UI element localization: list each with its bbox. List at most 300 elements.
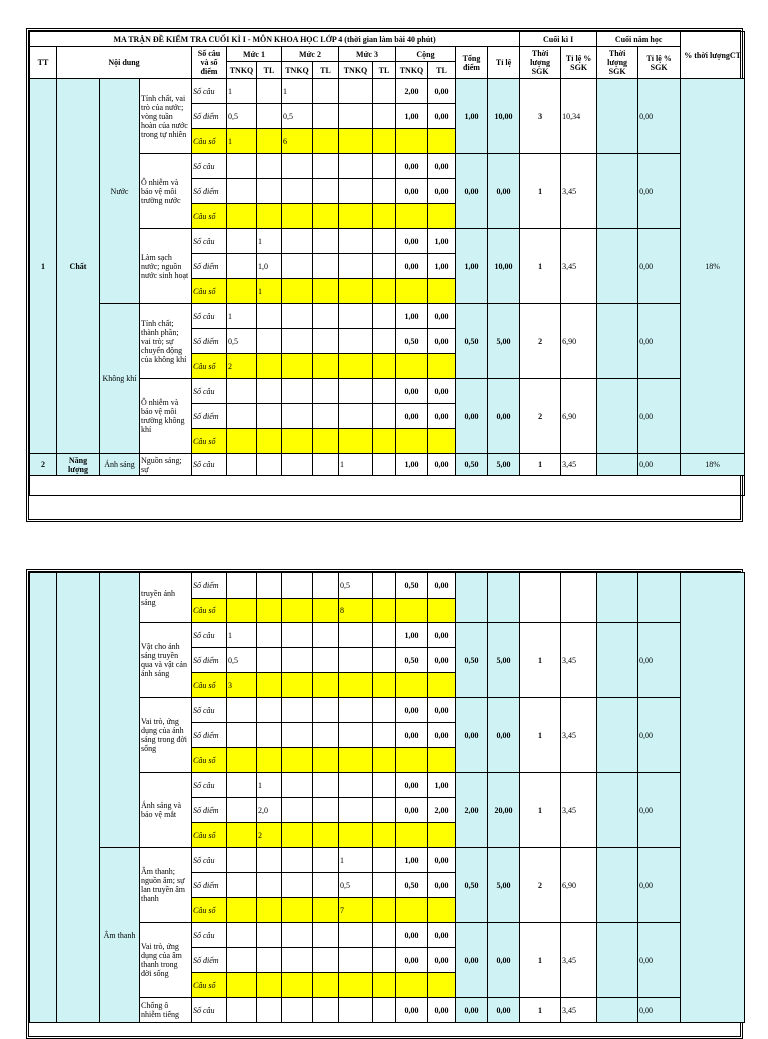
nang-luong-name: Năng lượng [57, 454, 100, 476]
ti-le-value: 10,00 [488, 79, 520, 154]
value-cell: 1 [227, 304, 257, 329]
cau-so-label: Câu số [192, 204, 227, 229]
value-cell [282, 204, 313, 229]
pct-thoi-luong-header: % thời lượngCT [681, 32, 745, 79]
cuoi-nam-thoi-luong-value [597, 379, 638, 454]
value-cell [373, 79, 396, 104]
value-cell [373, 304, 396, 329]
value-cell [227, 748, 257, 773]
value-cell [339, 798, 373, 823]
value-cell [313, 973, 339, 998]
topic-name: Tính chất, vai trò của nước; vòng tuần hoàn của nước trong tự nhiên [140, 79, 192, 154]
value-cell: 0,00 [428, 304, 456, 329]
value-cell [257, 623, 282, 648]
value-cell [282, 873, 313, 898]
value-cell [428, 599, 456, 623]
noi-dung-continued [57, 573, 100, 1023]
value-cell [396, 279, 428, 304]
topic-name: Tính chất; thành phần; vai trò; sự chuyển động của không khí [140, 304, 192, 379]
tong-diem-value: 0,50 [456, 623, 488, 698]
value-cell [428, 898, 456, 923]
tl-header: TL [373, 62, 396, 79]
value-cell [282, 648, 313, 673]
value-cell: 2,00 [396, 79, 428, 104]
muc1-header: Mức 1 [227, 47, 282, 62]
topic-name: Nguồn sáng; sự [140, 454, 192, 476]
value-cell [373, 823, 396, 848]
value-cell [257, 698, 282, 723]
value-cell [282, 948, 313, 973]
value-cell [282, 179, 313, 204]
value-cell: 0,00 [396, 773, 428, 798]
value-cell [227, 723, 257, 748]
value-cell [257, 648, 282, 673]
value-cell: 0,00 [396, 404, 428, 429]
so-diem-label: Số điểm [192, 179, 227, 204]
value-cell [339, 129, 373, 154]
value-cell [339, 429, 373, 454]
ti-le-sgk-value: 3,45 [561, 454, 597, 476]
value-cell: 1,00 [396, 304, 428, 329]
cuoi-nam-ti-le-value: 0,00 [638, 79, 681, 154]
value-cell: 3 [227, 673, 257, 698]
cuoi-nam-ti-le-value: 0,00 [638, 229, 681, 304]
value-cell [373, 254, 396, 279]
value-cell [282, 304, 313, 329]
value-cell: 0,00 [428, 404, 456, 429]
value-cell [282, 998, 313, 1023]
muc2-header: Mức 2 [282, 47, 339, 62]
value-cell [227, 454, 257, 476]
value-cell [339, 329, 373, 354]
value-cell [339, 279, 373, 304]
cuoi-nam-thoi-luong-value [597, 998, 638, 1023]
pct-continued [681, 573, 745, 1023]
value-cell [227, 973, 257, 998]
value-cell [396, 354, 428, 379]
value-cell [339, 154, 373, 179]
value-cell [282, 973, 313, 998]
tnkq-header: TNKQ [396, 62, 428, 79]
value-cell [339, 379, 373, 404]
thoi-luong-sgk-value: 1 [520, 454, 561, 476]
value-cell [373, 379, 396, 404]
value-cell [282, 454, 313, 476]
value-cell: 0,00 [428, 104, 456, 129]
so-cau-label: Số câu [192, 698, 227, 723]
ti-le-sgk-value: 3,45 [561, 623, 597, 698]
value-cell [339, 204, 373, 229]
value-cell [373, 648, 396, 673]
value-cell: 1,00 [428, 229, 456, 254]
value-cell [373, 998, 396, 1023]
value-cell [257, 748, 282, 773]
topic-name: Chống ô nhiễm tiếng [140, 998, 192, 1023]
topic-name: truyền ánh sáng [140, 573, 192, 623]
ti-le-sgk-value: 3,45 [561, 923, 597, 998]
tong-diem-value: 0,00 [456, 379, 488, 454]
value-cell [313, 698, 339, 723]
value-cell [339, 723, 373, 748]
tnkq-header: TNKQ [227, 62, 257, 79]
value-cell: 0,00 [428, 329, 456, 354]
value-cell [313, 723, 339, 748]
value-cell: 0,5 [227, 329, 257, 354]
value-cell: 0,5 [227, 648, 257, 673]
value-cell: 0,00 [428, 79, 456, 104]
khong-khi-label: Không khí [100, 304, 140, 454]
ti-le-value: 0,00 [488, 923, 520, 998]
value-cell [313, 923, 339, 948]
ti-le-value: 0,00 [488, 698, 520, 773]
value-cell [227, 698, 257, 723]
thoi-luong-sgk-header: Thời lượng SGK [520, 47, 561, 79]
value-cell: 0,00 [428, 154, 456, 179]
value-cell [227, 599, 257, 623]
cuoi-nam-thoi-luong-value [597, 79, 638, 154]
cuoi-nam-thoi-luong-value [597, 773, 638, 848]
value-cell: 0,00 [396, 948, 428, 973]
value-cell: 2 [257, 823, 282, 848]
chat-tt: 1 [30, 79, 57, 454]
value-cell [373, 973, 396, 998]
value-cell [339, 229, 373, 254]
tong-diem-continued [456, 573, 488, 623]
value-cell: 0,50 [396, 573, 428, 599]
cuoi-nam-ti-le-value: 0,00 [638, 623, 681, 698]
value-cell [313, 354, 339, 379]
ti-le-value: 5,00 [488, 848, 520, 923]
so-cau-label: Số câu [192, 229, 227, 254]
cuoi-nam-thoi-luong-value [597, 623, 638, 698]
ti-le-sgk-header: Tỉ lệ % SGK [561, 47, 597, 79]
table-row [30, 573, 745, 599]
value-cell: 1 [257, 773, 282, 798]
cuoi-nam-thoi-luong-value [597, 154, 638, 229]
value-cell: 1 [282, 79, 313, 104]
tt-continued [30, 573, 57, 1023]
value-cell: 0,00 [396, 923, 428, 948]
value-cell: 0,50 [396, 648, 428, 673]
value-cell: 2,00 [428, 798, 456, 823]
ti-le-sgk-header-2: Tỉ lệ % SGK [638, 47, 681, 79]
value-cell [313, 279, 339, 304]
ti-le-value: 0,00 [488, 998, 520, 1023]
value-cell [396, 673, 428, 698]
value-cell: 0,5 [339, 873, 373, 898]
value-cell: 0,00 [428, 848, 456, 873]
thoi-luong-sgk-value: 2 [520, 304, 561, 379]
value-cell [396, 129, 428, 154]
value-cell [227, 823, 257, 848]
value-cell [313, 229, 339, 254]
value-cell: 0,00 [396, 154, 428, 179]
value-cell [227, 873, 257, 898]
value-cell [339, 304, 373, 329]
value-cell: 0,5 [282, 104, 313, 129]
value-cell [282, 329, 313, 354]
value-cell [373, 798, 396, 823]
so-cau-label: Số câu [192, 923, 227, 948]
value-cell [257, 948, 282, 973]
value-cell [282, 923, 313, 948]
value-cell [428, 354, 456, 379]
value-cell [313, 454, 339, 476]
value-cell [257, 179, 282, 204]
value-cell: 1,00 [396, 104, 428, 129]
value-cell [313, 798, 339, 823]
value-cell [313, 948, 339, 973]
value-cell [313, 623, 339, 648]
cuoi-nam-ti-le-value: 0,00 [638, 923, 681, 998]
value-cell: 0,00 [396, 254, 428, 279]
value-cell [257, 873, 282, 898]
value-cell [257, 404, 282, 429]
cuoi-nam-thoi-luong-value [597, 229, 638, 304]
value-cell [373, 279, 396, 304]
topic-name: Vai trò, ứng dụng của ánh sáng trong đời sống [140, 698, 192, 773]
cuoi-nam-tile-continued [638, 573, 681, 623]
so-cau-label: Số câu [192, 998, 227, 1023]
tong-diem-value: 0,50 [456, 848, 488, 923]
so-cau-label: Số câu [192, 79, 227, 104]
value-cell [373, 573, 396, 599]
value-cell: 2 [227, 354, 257, 379]
value-cell [227, 848, 257, 873]
matrix-page-1 [26, 28, 743, 522]
tl-header: TL [257, 62, 282, 79]
value-cell: 8 [339, 599, 373, 623]
value-cell [282, 898, 313, 923]
value-cell [313, 748, 339, 773]
value-cell [282, 723, 313, 748]
value-cell: 0,00 [396, 179, 428, 204]
value-cell: 0,00 [396, 229, 428, 254]
value-cell [282, 404, 313, 429]
value-cell: 0,00 [396, 723, 428, 748]
thoi-luong-continued [520, 573, 561, 623]
value-cell: 0,00 [428, 454, 456, 476]
ti-le-value: 5,00 [488, 454, 520, 476]
am-thanh-label: Âm thanh [100, 848, 140, 1023]
cau-so-label: Câu số [192, 129, 227, 154]
value-cell [313, 573, 339, 599]
value-cell [227, 254, 257, 279]
value-cell [227, 998, 257, 1023]
value-cell [257, 673, 282, 698]
value-cell: 0,00 [428, 948, 456, 973]
cuoi-nam-thoi-luong-value [597, 454, 638, 476]
tong-diem-value: 0,00 [456, 698, 488, 773]
topic-name: Ánh sáng và bảo vệ mắt [140, 773, 192, 848]
value-cell [373, 229, 396, 254]
cuoi-nam-ti-le-value: 0,00 [638, 773, 681, 848]
value-cell [373, 154, 396, 179]
value-cell [428, 204, 456, 229]
so-diem-label: Số điểm [192, 723, 227, 748]
value-cell [282, 229, 313, 254]
topic-name: Làm sạch nước; nguồn nước sinh hoạt [140, 229, 192, 304]
value-cell [227, 898, 257, 923]
so-diem-label: Số điểm [192, 329, 227, 354]
cuoi-nam-ti-le-value: 0,00 [638, 454, 681, 476]
value-cell [313, 329, 339, 354]
value-cell [313, 873, 339, 898]
value-cell [373, 673, 396, 698]
value-cell [282, 279, 313, 304]
value-cell: 1,00 [396, 848, 428, 873]
ti-le-continued [488, 573, 520, 623]
value-cell [257, 304, 282, 329]
cau-so-label: Câu số [192, 599, 227, 623]
value-cell: 1,0 [257, 254, 282, 279]
value-cell [227, 279, 257, 304]
cuoi-nam-ti-le-value: 0,00 [638, 379, 681, 454]
ti-le-value: 5,00 [488, 304, 520, 379]
value-cell [339, 773, 373, 798]
ti-le-value: 5,00 [488, 623, 520, 698]
noi-dung-header: Nội dung [57, 47, 192, 79]
cuoi-nam-thoi-luong-value [597, 848, 638, 923]
value-cell [396, 748, 428, 773]
tong-diem-value: 1,00 [456, 229, 488, 304]
cuoi-nam-thoi-luong-value [597, 923, 638, 998]
so-diem-label: Số điểm [192, 254, 227, 279]
value-cell [428, 429, 456, 454]
cau-so-label: Câu số [192, 898, 227, 923]
so-diem-label: Số điểm [192, 104, 227, 129]
value-cell [282, 429, 313, 454]
nuoc-label: Nước [100, 79, 140, 304]
value-cell: 0,5 [339, 573, 373, 599]
anh-sang-continued [100, 573, 140, 848]
value-cell: 0,00 [428, 623, 456, 648]
ti-le-value: 0,00 [488, 154, 520, 229]
thoi-luong-sgk-value: 1 [520, 923, 561, 998]
value-cell [373, 104, 396, 129]
value-cell [373, 773, 396, 798]
value-cell [257, 204, 282, 229]
topic-name: Ô nhiễm và bảo vệ môi trường không khí [140, 379, 192, 454]
value-cell [282, 379, 313, 404]
value-cell [373, 429, 396, 454]
value-cell: 0,00 [428, 923, 456, 948]
exam-matrix-table-continued [29, 572, 745, 1023]
value-cell [396, 973, 428, 998]
table-row [30, 304, 745, 329]
cuoi-ki-header: Cuối kì I [520, 32, 597, 47]
value-cell [373, 873, 396, 898]
value-cell [373, 179, 396, 204]
pct-thoi-luong-value: 18% [681, 79, 745, 454]
value-cell [428, 129, 456, 154]
value-cell [227, 798, 257, 823]
cau-so-label: Câu số [192, 748, 227, 773]
value-cell: 1,00 [396, 623, 428, 648]
value-cell [227, 404, 257, 429]
value-cell [313, 129, 339, 154]
topic-name: Âm thanh; nguồn âm; sự lan truyền âm thanh [140, 848, 192, 923]
value-cell [396, 599, 428, 623]
thoi-luong-sgk-value: 1 [520, 229, 561, 304]
value-cell [313, 823, 339, 848]
value-cell [373, 599, 396, 623]
table-row [30, 848, 745, 873]
value-cell: 0,00 [428, 648, 456, 673]
value-cell [282, 354, 313, 379]
thoi-luong-sgk-value: 1 [520, 623, 561, 698]
cau-so-label: Câu số [192, 279, 227, 304]
cuoi-nam-header: Cuối năm học [597, 32, 681, 47]
value-cell [227, 229, 257, 254]
value-cell [257, 573, 282, 599]
value-cell [282, 254, 313, 279]
ti-le-sgk-value: 3,45 [561, 773, 597, 848]
value-cell [257, 923, 282, 948]
thoi-luong-sgk-value: 2 [520, 848, 561, 923]
value-cell [282, 848, 313, 873]
value-cell: 1 [227, 129, 257, 154]
value-cell [313, 304, 339, 329]
value-cell [313, 79, 339, 104]
so-cau-label: Số câu [192, 454, 227, 476]
value-cell [282, 673, 313, 698]
value-cell [282, 599, 313, 623]
tnkq-header: TNKQ [339, 62, 373, 79]
matrix-page-2 [26, 569, 743, 1039]
cau-so-label: Câu số [192, 429, 227, 454]
so-cau-label: Số câu [192, 773, 227, 798]
so-diem-label: Số điểm [192, 404, 227, 429]
value-cell [227, 179, 257, 204]
value-cell [339, 923, 373, 948]
cuoi-nam-ti-le-value: 0,00 [638, 998, 681, 1023]
value-cell [257, 79, 282, 104]
value-cell [257, 154, 282, 179]
value-cell [428, 673, 456, 698]
ti-le-value: 10,00 [488, 229, 520, 304]
value-cell: 0,00 [428, 998, 456, 1023]
tong-diem-value: 0,50 [456, 304, 488, 379]
tong-diem-value: 1,00 [456, 79, 488, 154]
value-cell [339, 648, 373, 673]
value-cell [313, 848, 339, 873]
thoi-luong-sgk-value: 1 [520, 998, 561, 1023]
value-cell [282, 573, 313, 599]
value-cell [373, 723, 396, 748]
value-cell [396, 823, 428, 848]
value-cell [313, 599, 339, 623]
value-cell [257, 354, 282, 379]
so-cau-label: Số câu [192, 304, 227, 329]
so-cau-label: Số câu [192, 379, 227, 404]
pct-thoi-luong-value: 18% [681, 454, 745, 476]
value-cell [339, 973, 373, 998]
value-cell: 0,50 [396, 329, 428, 354]
thoi-luong-sgk-value: 1 [520, 698, 561, 773]
value-cell [373, 848, 396, 873]
value-cell [227, 573, 257, 599]
value-cell [428, 279, 456, 304]
value-cell [313, 648, 339, 673]
table-row [30, 454, 745, 476]
ti-le-sgk-value: 10,34 [561, 79, 597, 154]
thoi-luong-sgk-header-2: Thời lượng SGK [597, 47, 638, 79]
ti-le-sgk-value: 3,45 [561, 998, 597, 1023]
value-cell [282, 698, 313, 723]
tong-diem-value: 0,00 [456, 923, 488, 998]
so-cau-header: Số câu và số điểm [192, 47, 227, 79]
